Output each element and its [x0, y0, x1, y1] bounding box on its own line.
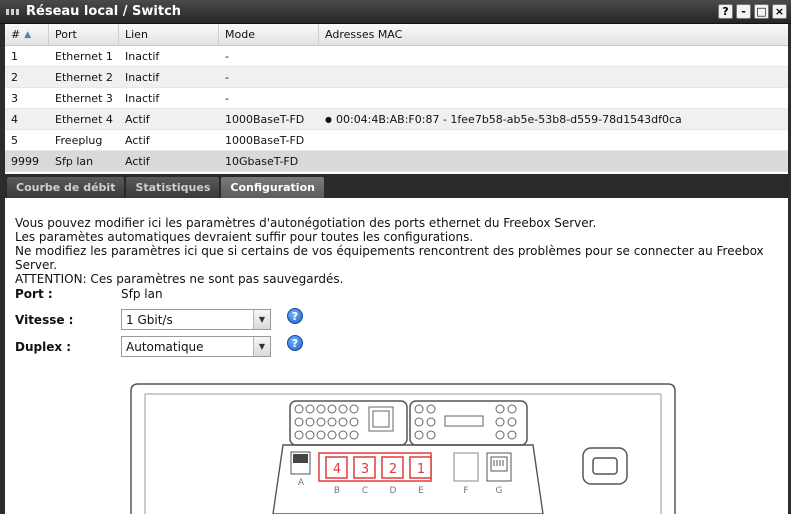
minimize-button[interactable]: -: [736, 4, 751, 19]
chevron-down-icon[interactable]: ▼: [253, 310, 270, 329]
tab-bar: [5, 174, 788, 198]
duplex-row: [15, 336, 303, 357]
window-titlebar: [0, 0, 791, 24]
switch-icon: [6, 7, 20, 17]
port-letter-f: F: [463, 486, 469, 496]
port-label: Port :: [15, 287, 53, 301]
sort-ascending-icon: ▲: [24, 29, 32, 40]
port-letter-b: B: [333, 486, 341, 496]
window-title: Réseau local / Switch: [26, 4, 182, 19]
configuration-description: Vous pouvez modifier ici les paramètres d'autonégotiation des ports ethernet du Freebox Server. Les paramètes automatiques devraient suffir pour toutes les configurations. Ne modifiez les paramètres ici que si certains de vos équipements rencontrent des problèmes pour se connecter au Freebox Server. ATTENTION: Ces paramètres ne sont pas sauvegardés.: [15, 216, 764, 286]
table-row[interactable]: 1 Ethernet 1 Inactif -: [5, 46, 788, 67]
mac-address: 00:04:4B:AB:F0:87 - 1fee7b58-ab5e-53b8-d559-78d1543df0ca: [335, 112, 682, 126]
help-button[interactable]: ?: [718, 4, 733, 19]
port-number-4: 4: [332, 462, 342, 477]
column-header-mode[interactable]: Mode: [219, 24, 319, 45]
port-letter-g: G: [495, 486, 503, 496]
column-header-port[interactable]: Port: [49, 24, 119, 45]
port-letter-a: A: [297, 478, 305, 488]
port-letter-c: C: [361, 486, 369, 496]
vitesse-select[interactable]: 1 Gbit/s ▼: [121, 309, 271, 330]
freebox-server-illustration: [123, 380, 683, 514]
column-header-lien[interactable]: Lien: [119, 24, 219, 45]
port-letter-e: E: [418, 486, 424, 496]
maximize-button[interactable]: □: [754, 4, 769, 19]
duplex-select[interactable]: Automatique ▼: [121, 336, 271, 357]
table-row[interactable]: 5 Freeplug Actif 1000BaseT-FD: [5, 130, 788, 151]
port-number-1: 1: [416, 462, 426, 477]
help-icon[interactable]: ?: [287, 335, 303, 351]
grid-header: [5, 24, 788, 46]
table-row[interactable]: 4 Ethernet 4 Actif 1000BaseT-FD ● 00:04:4B:AB:F0:87 - 1fee7b58-ab5e-53b8-d559-78d1543df0ca: [5, 109, 788, 130]
tab-courbe-de-debit[interactable]: Courbe de débit: [7, 177, 124, 198]
table-row[interactable]: 3 Ethernet 3 Inactif -: [5, 88, 788, 109]
column-header-mac[interactable]: Adresses MAC: [325, 28, 403, 41]
vitesse-row: [15, 309, 303, 330]
tab-statistiques[interactable]: Statistiques: [126, 177, 219, 198]
column-header-num[interactable]: # ▲: [5, 24, 49, 45]
port-number-3: 3: [360, 462, 370, 477]
table-row-selected[interactable]: 9999 Sfp lan Actif 10GbaseT-FD: [5, 151, 788, 172]
port-number-2: 2: [388, 462, 398, 477]
duplex-label: Duplex :: [15, 339, 72, 354]
help-icon[interactable]: ?: [287, 308, 303, 324]
port-letter-d: D: [389, 486, 397, 496]
tab-configuration[interactable]: Configuration: [221, 177, 324, 198]
table-row[interactable]: 2 Ethernet 2 Inactif -: [5, 67, 788, 88]
port-row: [15, 287, 163, 301]
chevron-down-icon[interactable]: ▼: [253, 337, 270, 356]
port-value: Sfp lan: [121, 287, 163, 301]
vitesse-label: Vitesse :: [15, 312, 74, 327]
configuration-panel: [5, 198, 788, 514]
bullet-icon: ●: [325, 114, 332, 124]
window-controls: [718, 4, 787, 19]
ports-grid: [5, 24, 788, 172]
close-button[interactable]: ×: [772, 4, 787, 19]
